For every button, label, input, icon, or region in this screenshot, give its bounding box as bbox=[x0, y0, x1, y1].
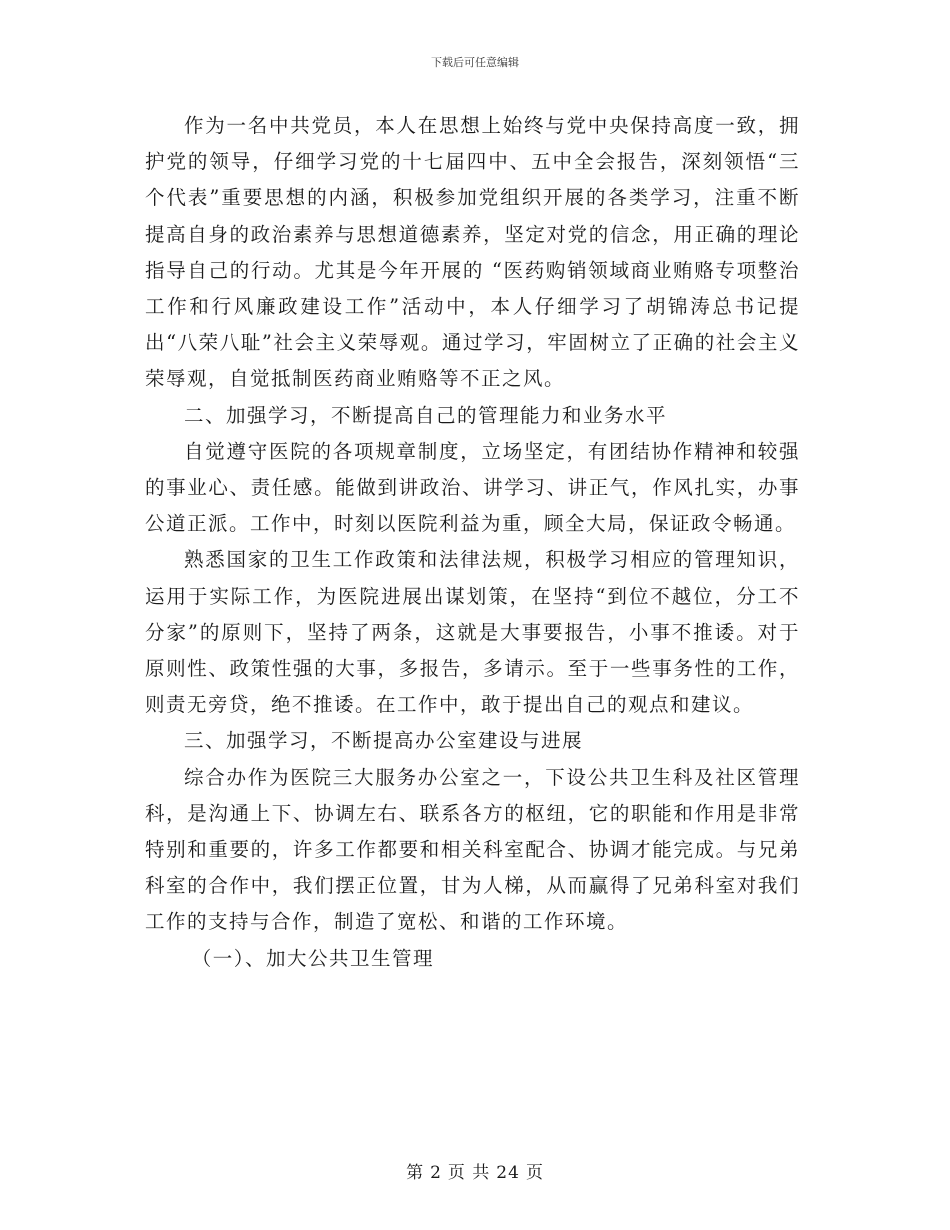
paragraph-discipline: 自觉遵守医院的各项规章制度，立场坚定，有团结协作精神和较强的事业心、责任感。能做到讲政治、讲学习、讲正气，作风扎实，办事公道正派。工作中，时刻以医院利益为重，顾全大局，保证政令畅通。 bbox=[145, 439, 800, 536]
page-footer bbox=[0, 1158, 950, 1183]
header-note: 下载后可任意编辑 bbox=[431, 56, 519, 69]
section-heading-2: 二、加强学习，不断提高自己的管理能力和业务水平 bbox=[184, 403, 668, 427]
page-total: 24 bbox=[496, 1163, 520, 1183]
section-heading-3: 三、加强学习，不断提高办公室建设与进展 bbox=[184, 729, 584, 753]
document-body bbox=[145, 108, 800, 977]
footer-suffix: 页 bbox=[525, 1163, 544, 1183]
paragraph-policy: 熟悉国家的卫生工作政策和法律法规，积极学习相应的管理知识，运用于实际工作，为医院进展出谋划策，在坚持“到位不越位，分工不分家”的原则下，坚持了两条，这就是大事要报告，小事不推诿。对于原则性、政策性强的大事，多报告，多请示。至于一些事务性的工作，则责无旁贷，绝不推诿。在工作中，敢于提出自己的观点和建议。 bbox=[145, 548, 800, 717]
paragraph-party-member: 作为一名中共党员，本人在思想上始终与党中央保持高度一致，拥护党的领导，仔细学习党的十七届四中、五中全会报告，深刻领悟“三个代表”重要思想的内涵，积极参加党组织开展的各类学习，注重不断提高自身的政治素养与思想道德素养，坚定对党的信念，用正确的理论指导自己的行动。尤其是今年开展的 “医药购销领域商业贿赂专项整治工作和行风廉政建设工作”活动中，本人仔细学习了胡锦涛总书记提出“八荣八耻”社会主义荣辱观。通过学习，牢固树立了正确的社会主义荣辱观，自觉抵制医药商业贿赂等不正之风。 bbox=[145, 114, 800, 391]
page-number: 2 bbox=[430, 1163, 442, 1183]
subsection-heading-1: （一）、加大公共卫生管理 bbox=[191, 946, 435, 970]
paragraph-office: 综合办作为医院三大服务办公室之一，下设公共卫生科及社区管理科，是沟通上下、协调左右、联系各方的枢纽，它的职能和作用是非常特别和重要的，许多工作都要和相关科室配合、协调才能完成。与兄弟科室的合作中，我们摆正位置，甘为人梯，从而赢得了兄弟科室对我们工作的支持与合作，制造了宽松、和谐的工作环境。 bbox=[145, 765, 800, 934]
footer-middle: 页 共 bbox=[447, 1163, 491, 1183]
footer-prefix: 第 bbox=[406, 1163, 425, 1183]
